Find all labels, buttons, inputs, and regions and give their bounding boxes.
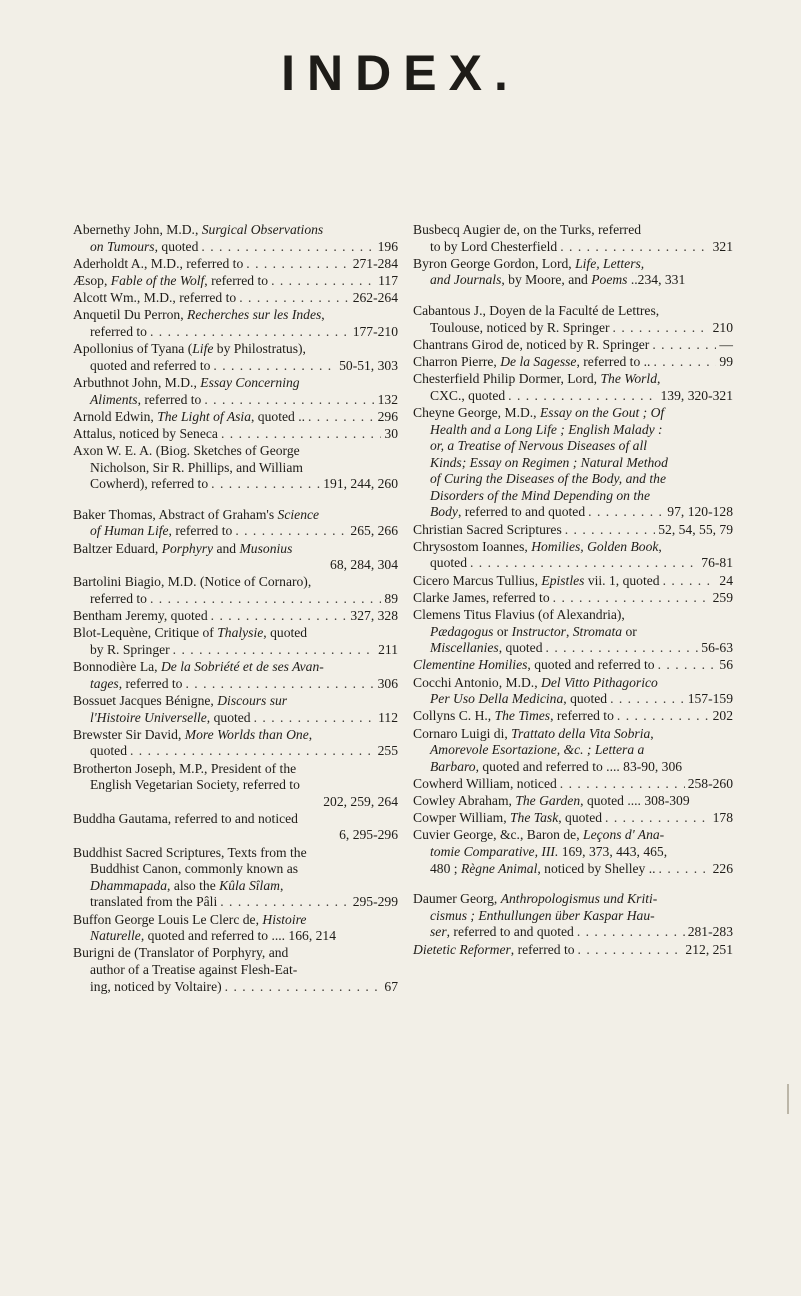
entry-text: ser, referred to and quoted (430, 924, 574, 940)
entry-text: Cornaro Luigi di, Trattato della Vita Sobria, (413, 725, 654, 741)
page-reference: 52, 54, 55, 79 (658, 521, 733, 537)
index-entry (413, 607, 733, 657)
leader-dots (588, 504, 664, 521)
index-entry-line (413, 891, 733, 908)
index-entry-line (413, 810, 733, 827)
entry-text: Clarke James, referred to (413, 589, 550, 605)
index-entry (73, 761, 398, 811)
index-entry-line (73, 642, 398, 659)
index-entry (413, 708, 733, 725)
entry-text: Aliments, referred to (90, 391, 202, 407)
index-entry (413, 354, 733, 371)
index-entry (73, 574, 398, 607)
entry-text: tages, referred to (90, 675, 183, 691)
index-entry-line (413, 422, 733, 439)
index-entry-line (413, 726, 733, 743)
index-entry (413, 810, 733, 827)
page-reference: 296 (377, 408, 398, 424)
index-entry (413, 405, 733, 521)
leader-dots (220, 894, 349, 911)
index-entry-line (413, 539, 733, 556)
index-entry-line (73, 409, 398, 426)
entry-text: Axon W. E. A. (Biog. Sketches of George (73, 443, 300, 459)
page-reference: 177-210 (352, 323, 398, 339)
index-entry-line (73, 878, 398, 895)
page-reference: 258-260 (687, 775, 733, 791)
index-entry-line (73, 307, 398, 324)
index-entry-line (73, 894, 398, 911)
entry-text: Cowherd William, noticed (413, 775, 557, 791)
index-entry-line (73, 426, 398, 443)
index-entry-line (73, 928, 398, 945)
index-entry-line (413, 438, 733, 455)
entry-text: tomie Comparative, III. 169, 373, 443, 465, (430, 844, 668, 860)
index-entry-line (73, 608, 398, 625)
entry-text: on Tumours, quoted (90, 238, 199, 254)
entry-text: CXC., quoted (430, 387, 506, 403)
page-reference: 76-81 (701, 555, 733, 571)
page-reference: 97, 120-128 (667, 504, 733, 520)
index-entry (413, 256, 733, 289)
index-entry-line (413, 607, 733, 624)
index-entry-line (413, 471, 733, 488)
entry-text: Naturelle, quoted and referred to .... 166, 214 (90, 928, 337, 944)
entry-text: of Human Life, referred to (90, 523, 233, 539)
index-entry-line (73, 476, 398, 493)
leader-dots (185, 676, 374, 693)
entry-text: Disorders of the Mind Depending on the (430, 487, 650, 503)
index-entry-line (413, 691, 733, 708)
index-entry-line (73, 443, 398, 460)
leader-dots (308, 409, 375, 426)
page-reference: 202 (712, 708, 733, 724)
entry-text: Cocchi Antonio, M.D., Del Vitto Pithagorico (413, 674, 658, 690)
leader-dots (271, 273, 375, 290)
index-entry (73, 222, 398, 255)
page-reference: 117 (378, 272, 398, 288)
entry-text: 480 ; Règne Animal, noticed by Shelley .. (430, 860, 656, 876)
entry-text: Burigni de (Translator of Porphyry, and (73, 945, 289, 961)
page-reference: 178 (712, 810, 733, 826)
page-reference: 30 (384, 425, 398, 441)
index-entry-line (73, 523, 398, 540)
index-entry-line (413, 924, 733, 941)
index-entry-line (73, 979, 398, 996)
index-entry-line (73, 324, 398, 341)
entry-text: Æsop, Fable of the Wolf, referred to (73, 272, 269, 288)
leader-dots (652, 337, 716, 354)
index-entry-line (413, 354, 733, 371)
index-entry-line (413, 657, 733, 674)
page-reference: 327, 328 (350, 608, 398, 624)
index-entry (73, 659, 398, 692)
index-entry-line (413, 522, 733, 539)
index-entry-line (73, 845, 398, 862)
entry-text: Health and a Long Life ; English Malady : (430, 421, 663, 437)
index-entry-line (413, 942, 733, 959)
index-entry-line (73, 710, 398, 727)
entry-text: Amorevole Esortazione, &c. ; Lettera a (430, 742, 645, 758)
index-entry-line (73, 761, 398, 778)
entry-text: Toulouse, noticed by R. Springer (430, 319, 610, 335)
index-entry-line (413, 256, 733, 273)
index-entry (413, 726, 733, 776)
entry-text: Bossuet Jacques Bénigne, Discours sur (73, 692, 288, 708)
entry-text: quoted and referred to (90, 357, 211, 373)
entry-text: cismus ; Enthullungen über Kaspar Hau- (430, 907, 655, 923)
leader-dots (150, 591, 381, 608)
leader-dots (613, 320, 710, 337)
leader-dots (659, 861, 710, 878)
index-entry-line (73, 693, 398, 710)
index-entry-line (413, 708, 733, 725)
entry-text: by R. Springer (90, 641, 170, 657)
index-entry (413, 942, 733, 959)
entry-text: Cowper William, The Task, quoted (413, 810, 603, 826)
leader-dots (211, 608, 348, 625)
index-entry-line (413, 455, 733, 472)
index-entry-line (413, 759, 733, 776)
index-entry-line (73, 256, 398, 273)
entry-text: to by Lord Chesterfield (430, 238, 558, 254)
index-entry-line (73, 557, 398, 574)
entry-text: Pædagogus or Instructor, Stromata or (430, 623, 637, 639)
entry-text: Collyns C. H., The Times, referred to (413, 708, 614, 724)
leader-dots (565, 522, 655, 539)
entry-text: Body, referred to and quoted (430, 504, 586, 520)
index-entry-line (73, 625, 398, 642)
entry-text: ing, noticed by Voltaire) (90, 978, 222, 994)
page-reference: 210 (712, 319, 733, 335)
leader-dots (617, 708, 710, 725)
index-entry-line (413, 405, 733, 422)
index-entry (413, 573, 733, 590)
entry-text: Miscellanies, quoted (430, 640, 543, 656)
leader-dots (653, 354, 716, 371)
page-reference: 139, 320-321 (660, 387, 733, 403)
leader-dots (246, 256, 349, 273)
index-entry-line (73, 460, 398, 477)
index-entry-line (413, 675, 733, 692)
index-entry-line (73, 239, 398, 256)
index-entry (73, 811, 398, 844)
page-reference: 211 (378, 641, 398, 657)
leader-dots (605, 810, 710, 827)
index-entry (413, 827, 733, 877)
index-entry-line (73, 861, 398, 878)
entry-text: quoted (90, 743, 127, 759)
leader-dots (211, 476, 320, 493)
leader-dots (560, 239, 709, 256)
entry-text: Barbaro, quoted and referred to .... 83-90, 306 (430, 758, 683, 774)
index-entry-line (73, 912, 398, 929)
page-reference: 226 (712, 860, 733, 876)
index-entry (73, 625, 398, 658)
index-entry-line (413, 590, 733, 607)
index-entry (73, 845, 398, 911)
entry-text: Alcott Wm., M.D., referred to (73, 290, 237, 306)
leader-dots (201, 239, 374, 256)
entry-text: Apollonius of Tyana (Life by Philostratus), (73, 341, 306, 357)
entry-text: quoted (430, 555, 467, 571)
index-entry-line (413, 320, 733, 337)
page-reference: 271-284 (352, 255, 398, 271)
page-reference: 157-159 (687, 691, 733, 707)
index-entry-line (73, 375, 398, 392)
page-reference: 68, 284, 304 (330, 557, 398, 573)
index-entry-line (73, 945, 398, 962)
entry-text: Clemens Titus Flavius (of Alexandria), (413, 607, 625, 622)
index-entry-line (73, 591, 398, 608)
leader-dots (221, 426, 381, 443)
entry-text: Blot-Lequène, Critique of Thalysie, quoted (73, 625, 308, 641)
index-entry (73, 273, 398, 290)
index-entry (413, 776, 733, 793)
index-entry-line (73, 358, 398, 375)
index-entry-line (413, 504, 733, 521)
index-entry (413, 657, 733, 674)
index-entry (413, 539, 733, 572)
entry-text: Cowherd), referred to (90, 476, 209, 492)
index-entry (73, 541, 398, 574)
entry-text: Daumer Georg, Anthropologismus und Kriti- (413, 891, 658, 907)
page-reference: 212, 251 (685, 941, 733, 957)
index-entry (413, 337, 733, 354)
entry-text: referred to (90, 323, 147, 339)
index-column-left (73, 222, 398, 996)
index-entry (73, 290, 398, 307)
entry-text: English Vegetarian Society, referred to (90, 777, 300, 793)
index-entry-line (73, 827, 398, 844)
index-entry-line (413, 488, 733, 505)
leader-dots (470, 555, 698, 572)
page-reference: 262-264 (352, 290, 398, 306)
index-entry-line (413, 573, 733, 590)
index-entry-line (413, 908, 733, 925)
index-entry-line (413, 337, 733, 354)
index-entry-line (413, 793, 733, 810)
page-reference: 112 (378, 709, 398, 725)
leader-dots (254, 710, 376, 727)
page-reference: 89 (384, 591, 398, 606)
entry-text: Christian Sacred Scriptures (413, 521, 562, 537)
page-reference: 281-283 (687, 924, 733, 940)
index-entry-line (73, 794, 398, 811)
entry-text: Abernethy John, M.D., Surgical Observations (73, 222, 324, 237)
page-reference: 255 (377, 743, 398, 759)
index-entry (413, 371, 733, 404)
page-reference: 50-51, 303 (339, 357, 398, 373)
index-entry (73, 608, 398, 625)
entry-text: Byron George Gordon, Lord, Life, Letters, (413, 255, 645, 271)
entry-text: Baltzer Eduard, Porphyry and Musonius (73, 540, 293, 556)
index-entry-line (73, 222, 398, 239)
index-entry-line (73, 676, 398, 693)
leader-dots (225, 979, 382, 996)
entry-text: l'Histoire Universelle, quoted (90, 709, 251, 725)
index-entry (73, 307, 398, 340)
index-entry-line (413, 222, 733, 239)
index-entry (73, 945, 398, 995)
index-entry (73, 375, 398, 408)
page-reference: 202, 259, 264 (323, 793, 398, 809)
page-reference: 99 (719, 353, 733, 369)
index-entry-line (73, 341, 398, 358)
index-entry-line (413, 555, 733, 572)
entry-text: Baker Thomas, Abstract of Graham's Science (73, 506, 320, 522)
index-entry (413, 303, 733, 336)
leader-dots (213, 358, 336, 375)
index-entry-line (73, 777, 398, 794)
leader-dots (658, 657, 717, 674)
index-entry-line (413, 239, 733, 256)
index-entry-line (413, 303, 733, 320)
page-reference: 196 (377, 238, 398, 254)
entry-text: Brewster Sir David, More Worlds than One, (73, 726, 313, 742)
index-entry (73, 443, 398, 493)
page-reference: — (719, 336, 733, 352)
entry-text: Bonnodière La, De la Sobriété et de ses Avan- (73, 659, 324, 675)
entry-text: Cheyne George, M.D., Essay on the Gout ; Of (413, 404, 665, 420)
leader-dots (235, 523, 347, 540)
index-entry-line (413, 742, 733, 759)
entry-text: and Journals, by Moore, and Poems ..234, 331 (430, 272, 686, 288)
index-entry-line (73, 659, 398, 676)
index-column-right (413, 222, 733, 959)
leader-dots (239, 290, 349, 307)
page-reference: 306 (377, 675, 398, 691)
entry-text: Dietetic Reformer, referred to (413, 941, 575, 957)
leader-dots (150, 324, 350, 341)
leader-dots (663, 573, 717, 590)
index-entry (413, 222, 733, 255)
entry-text: Chrysostom Ioannes, Homilies, Golden Book, (413, 538, 662, 554)
index-entry (73, 727, 398, 760)
page-reference: 6, 295-296 (339, 827, 398, 843)
page-reference: 321 (712, 238, 733, 254)
index-entry-line (413, 861, 733, 878)
entry-text: Busbecq Augier de, on the Turks, referred (413, 222, 642, 237)
leader-dots (173, 642, 375, 659)
entry-text: Chantrans Girod de, noticed by R. Springer (413, 336, 650, 352)
index-entry-line (413, 827, 733, 844)
entry-text: Arbuthnot John, M.D., Essay Concerning (73, 374, 300, 390)
index-entry (73, 341, 398, 374)
entry-text: Kinds; Essay on Regimen ; Natural Method (430, 454, 668, 470)
entry-text: Cuvier George, &c., Baron de, Leçons d' Ana- (413, 827, 665, 843)
page-reference: 265, 266 (350, 523, 398, 539)
entry-text: Buffon George Louis Le Clerc de, Histoire (73, 911, 307, 927)
leader-dots (577, 924, 685, 941)
entry-text: of Curing the Diseases of the Body, and the (430, 471, 666, 487)
entry-text: author of a Treatise against Flesh-Eat- (90, 962, 298, 977)
page-reference: 295-299 (352, 894, 398, 910)
leader-dots (204, 392, 374, 409)
index-entry-line (73, 727, 398, 744)
entry-text: Buddhist Canon, commonly known as (90, 861, 299, 877)
index-entry (73, 426, 398, 443)
index-entry-line (413, 388, 733, 405)
page-reference: 56-63 (701, 640, 733, 656)
index-entry-line (413, 272, 733, 289)
index-entry-line (73, 290, 398, 307)
index-entry-line (413, 624, 733, 641)
index-entry (73, 693, 398, 726)
index-entry-line (413, 844, 733, 861)
entry-text: Per Uso Della Medicina, quoted (430, 691, 608, 707)
index-entry-line (73, 507, 398, 524)
leader-dots (560, 776, 685, 793)
entry-text: referred to (90, 591, 147, 606)
page-reference: 191, 244, 260 (323, 476, 398, 492)
index-entry (413, 793, 733, 810)
entry-text: Arnold Edwin, The Light of Asia, quoted .. (73, 408, 305, 424)
index-entry-line (413, 776, 733, 793)
entry-text: Clementine Homilies, quoted and referred to (413, 657, 655, 673)
page-reference: 259 (712, 589, 733, 605)
index-entry (413, 675, 733, 708)
page-reference: 24 (719, 572, 733, 588)
leader-dots (130, 743, 375, 760)
page-reference: 132 (377, 391, 398, 407)
index-entry (73, 256, 398, 273)
entry-text: Dhammapada, also the Kûla Sîlam, (90, 877, 284, 893)
index-entry-line (73, 574, 398, 591)
leader-dots (578, 942, 683, 959)
entry-text: Charron Pierre, De la Sagesse, referred to .. (413, 353, 651, 369)
index-entry-line (73, 743, 398, 760)
leader-dots (508, 388, 657, 405)
entry-text: Brotherton Joseph, M.P., President of the (73, 760, 297, 776)
entry-text: or, a Treatise of Nervous Diseases of all (430, 438, 648, 454)
index-entry (73, 409, 398, 426)
entry-text: Chesterfield Philip Dormer, Lord, The World, (413, 371, 661, 387)
index-entry (413, 522, 733, 539)
entry-text: Attalus, noticed by Seneca (73, 425, 218, 441)
index-entry (73, 507, 398, 540)
entry-text: Cicero Marcus Tullius, Epistles vii. 1, quoted (413, 572, 660, 588)
index-entry-line (73, 811, 398, 828)
leader-dots (546, 640, 699, 657)
index-entry (73, 912, 398, 945)
entry-text: Cowley Abraham, The Garden, quoted .... 308-309 (413, 793, 690, 809)
entry-text: Nicholson, Sir R. Phillips, and William (90, 459, 303, 475)
index-entry-line (413, 371, 733, 388)
leader-dots (553, 590, 710, 607)
entry-text: translated from the Pâli (90, 894, 218, 910)
entry-text: Buddha Gautama, referred to and noticed (73, 810, 298, 826)
entry-text: Aderholdt A., M.D., referred to (73, 255, 244, 271)
index-entry-line (413, 640, 733, 657)
page-reference: 67 (384, 978, 398, 994)
index-entry-line (73, 541, 398, 558)
entry-text: Bentham Jeremy, quoted (73, 608, 208, 624)
entry-text: Bartolini Biagio, M.D. (Notice of Cornaro), (73, 574, 312, 590)
page-reference: 56 (719, 657, 733, 673)
entry-text: Anquetil Du Perron, Recherches sur les Indes, (73, 307, 325, 323)
entry-text: Buddhist Sacred Scriptures, Texts from the (73, 844, 307, 860)
page-title: INDEX. (281, 45, 520, 101)
index-entry-line (73, 273, 398, 290)
entry-text: Cabantous J., Doyen de la Faculté de Lettres, (413, 302, 660, 318)
index-entry-line (73, 392, 398, 409)
page-edge-mark (787, 1084, 789, 1114)
index-entry-line (73, 962, 398, 979)
index-entry (413, 590, 733, 607)
index-entry (413, 891, 733, 941)
leader-dots (610, 691, 685, 708)
